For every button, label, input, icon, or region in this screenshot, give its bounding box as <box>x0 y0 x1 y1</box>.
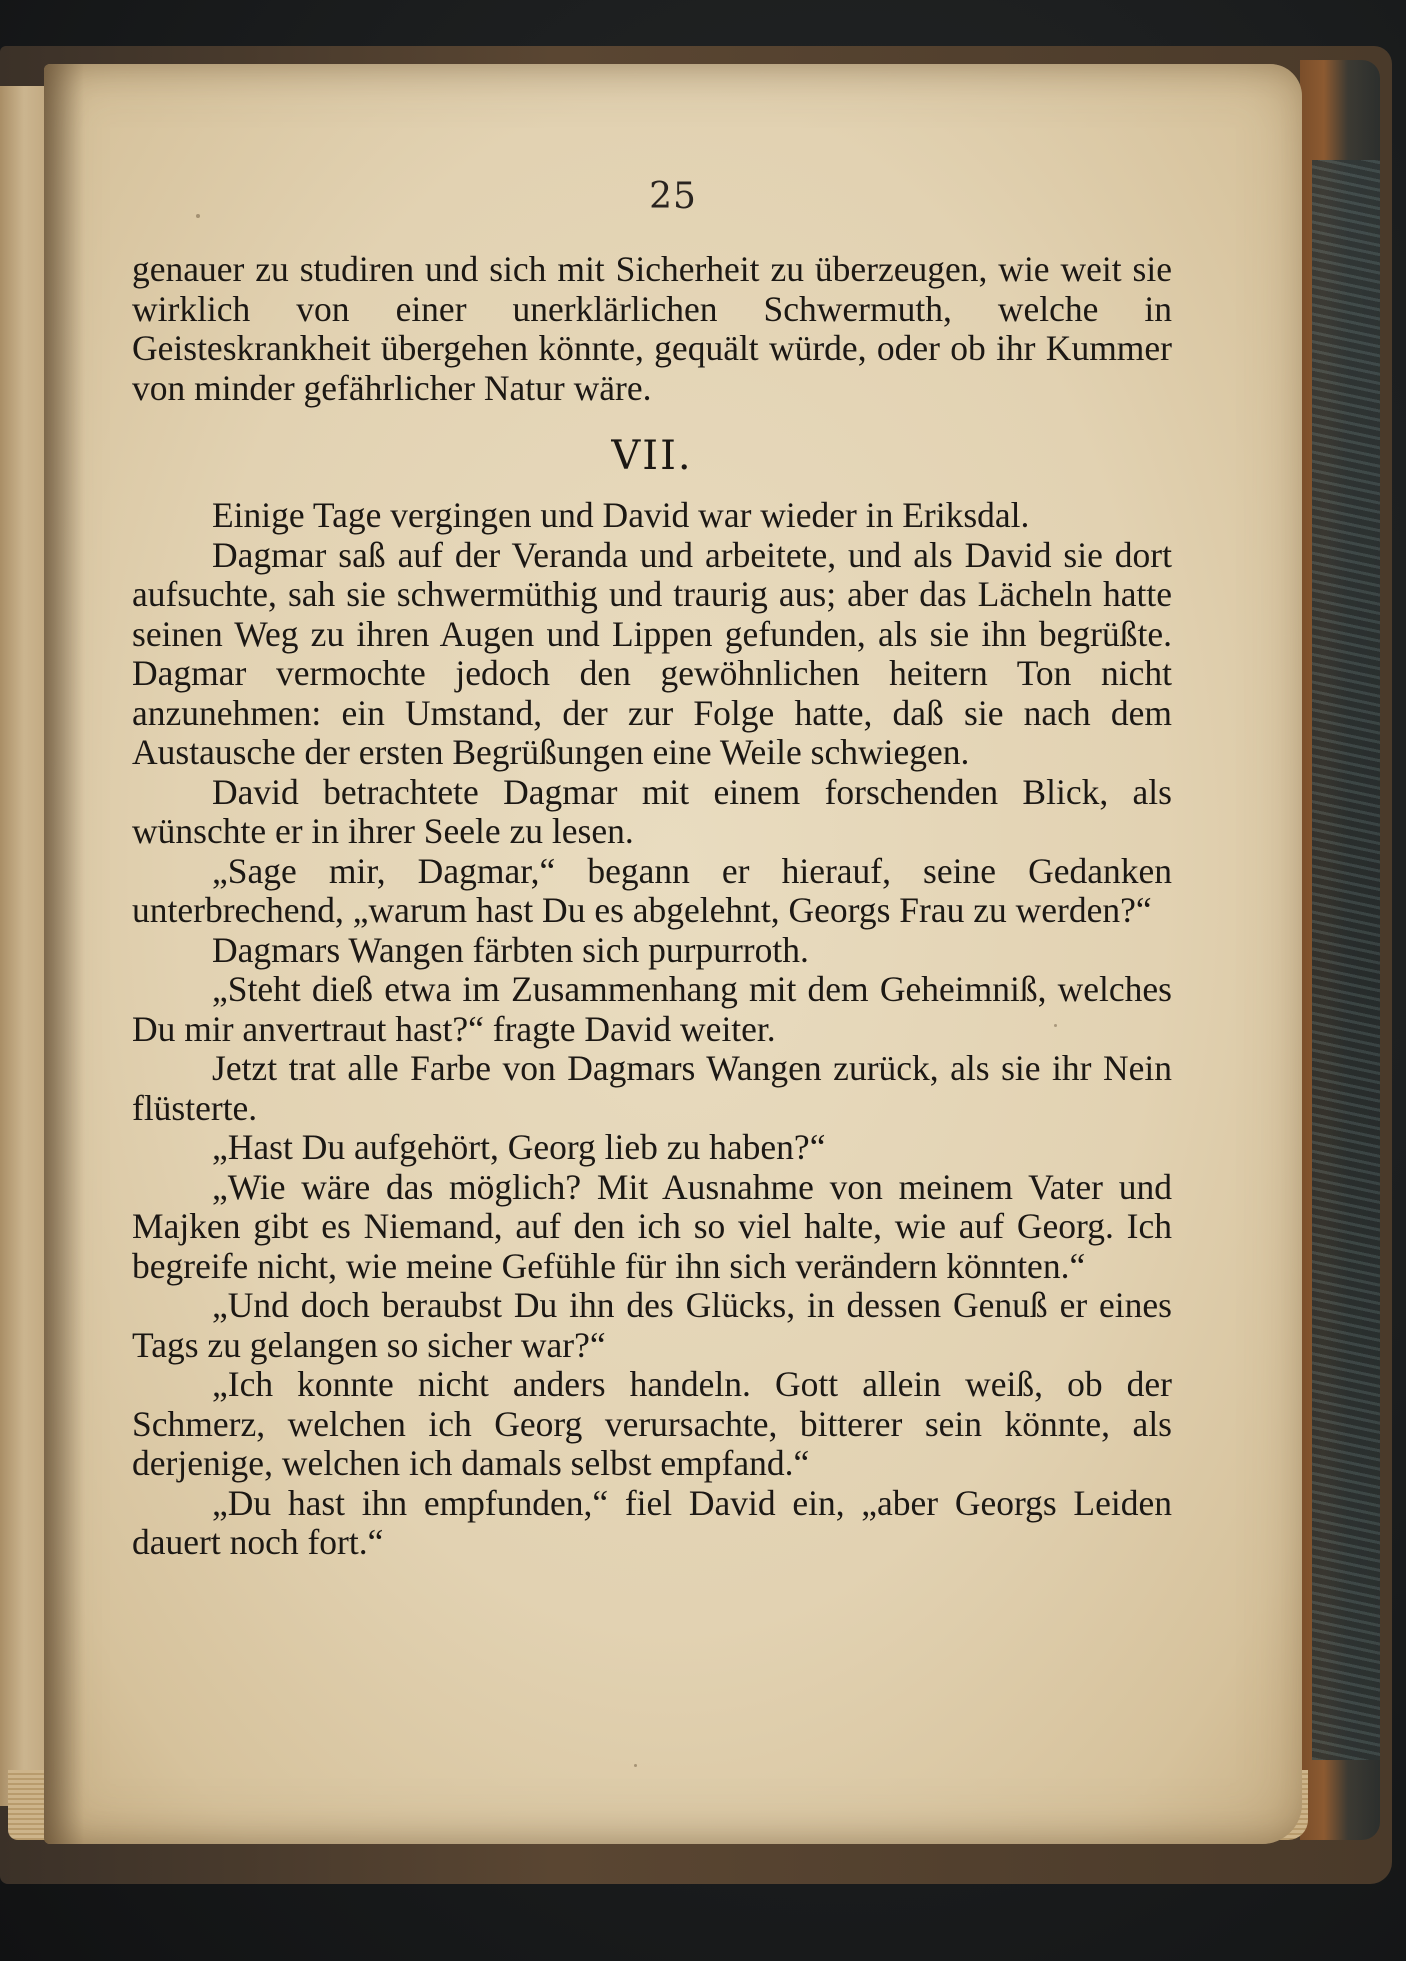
paragraph: „Hast Du aufgehört, Georg lieb zu haben?“ <box>212 1127 826 1167</box>
paragraph: Einige Tage vergingen und David war wieder in Eriksdal. <box>212 495 1030 535</box>
paragraph: Dagmar saß auf der Veranda und arbeitete, und als David sie dort aufsuchte, sah sie schwermüthig und traurig aus; aber das Lächeln hatte seinen Weg zu ihren Augen und Lippen gefunden, als sie ihn begrüßte. Dagmar vermochte jedoch den gewöhnlichen heitern Ton nicht anzunehmen: ein Umstand, der zur Folge hatte, daß sie nach dem Austausche der ersten Begrüßungen eine Weile schwiegen. <box>132 534 1172 772</box>
paragraph: „Wie wäre das möglich? Mit Ausnahme von meinem Vater und Majken gibt es Niemand, auf den ich so viel halte, wie auf Georg. Ich begreife nicht, wie meine Gefühle für ihn sich verändern könnten.“ <box>132 1166 1172 1286</box>
paragraph: Jetzt trat alle Farbe von Dagmars Wangen zurück, als sie ihr Nein flüsterte. <box>132 1048 1172 1128</box>
page-body <box>132 250 1172 1563</box>
paragraph-continued: genauer zu studiren und sich mit Sicherheit zu überzeugen, wie weit sie wirklich von einer unerklärlichen Schwermuth, welche in Geisteskrankheit übergehen könnte, gequält würde, oder ob ihr Kummer von minder gefährlicher Natur wäre. <box>132 249 1172 408</box>
paragraph: „Steht dieß etwa im Zusammenhang mit dem Geheimniß, welches Du mir anvertraut hast?“ fragte David weiter. <box>132 969 1172 1049</box>
book-page <box>44 64 1302 1844</box>
chapter-heading: VII. <box>611 433 693 479</box>
paper-speck <box>1054 1024 1057 1027</box>
gutter-shadow <box>44 64 84 1844</box>
marbled-board <box>1312 160 1380 1760</box>
paper-speck <box>196 214 200 218</box>
page-number: 25 <box>649 176 697 217</box>
paragraph: „Sage mir, Dagmar,“ begann er hierauf, seine Gedanken unterbrechend, „warum hast Du es abgelehnt, Georgs Frau zu werden?“ <box>132 850 1172 930</box>
paragraph: „Und doch beraubst Du ihn des Glücks, in dessen Genuß er eines Tags zu gelangen so sicher war?“ <box>132 1285 1172 1365</box>
paper-speck <box>634 1764 637 1767</box>
paragraph: „Du hast ihn empfunden,“ fiel David ein, „aber Georgs Leiden dauert noch fort.“ <box>132 1482 1172 1562</box>
paragraph: David betrachtete Dagmar mit einem forschenden Blick, als wünschte er in ihrer Seele zu lesen. <box>132 771 1172 851</box>
paragraph: Dagmars Wangen färbten sich purpurroth. <box>212 929 809 970</box>
paragraph: „Ich konnte nicht anders handeln. Gott allein weiß, ob der Schmerz, welchen ich Georg verursachte, bitterer sein könnte, als derjenige, welchen ich damals selbst empfand.“ <box>132 1364 1172 1483</box>
